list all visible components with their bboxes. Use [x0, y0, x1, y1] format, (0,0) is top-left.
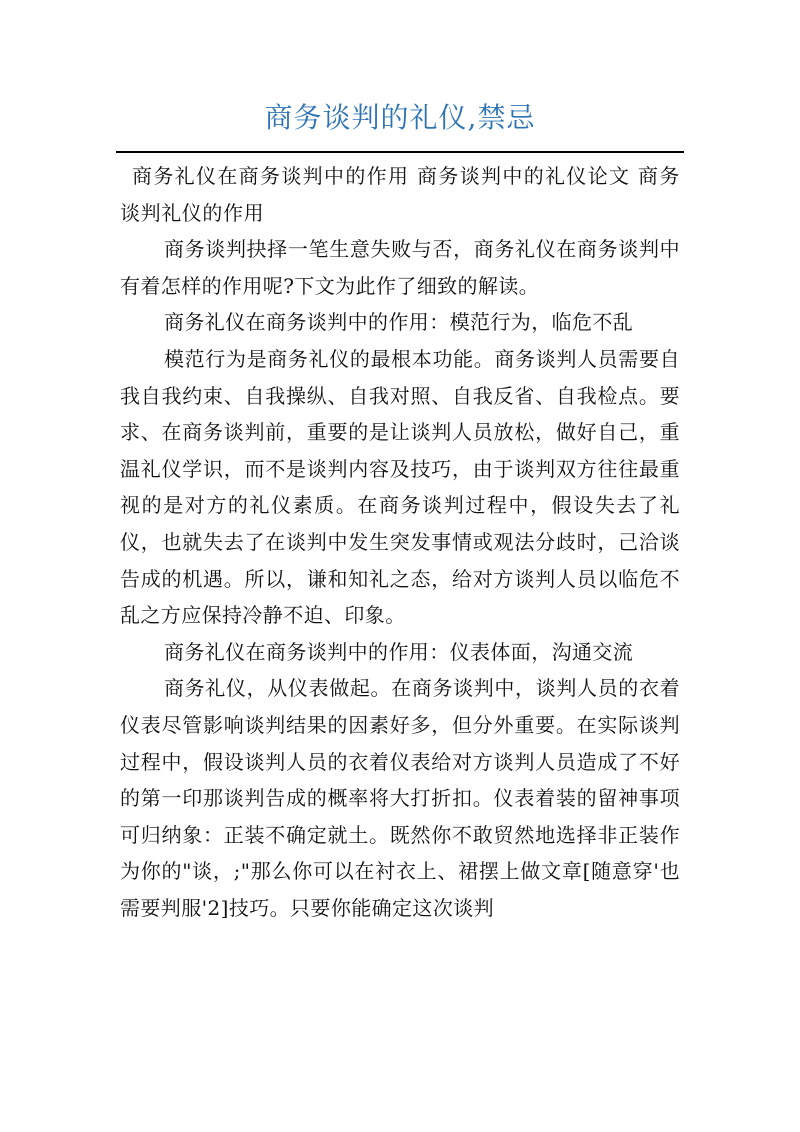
section-heading-behavior: 商务礼仪在商务谈判中的作用：模范行为，临危不乱 — [164, 310, 634, 335]
document-title: 商务谈判的礼仪,禁忌 — [264, 101, 536, 134]
section-heading-appearance: 商务礼仪在商务谈判中的作用：仪表体面，沟通交流 — [164, 639, 634, 664]
appearance-paragraph: 商务礼仪，从仪表做起。在商务谈判中，谈判人员的衣着仪表尽管影响谈判结果的因素好多，但分外重要。在实际谈判过程中，假设谈判人员的衣着仪表给对方谈判人员造成了不好的第一印那谈判告成的概率将大打折扣。仪表着装的留神事项可归纳象：正装不确定就土。既然你不敢贸然地选择非正装作为你的"谈，;"那么你可以在衬衣上、裙摆上做文章[随意穿'也需要判服'2]技巧。只要你能确定这次谈判 — [120, 676, 680, 920]
behavior-paragraph: 模范行为是商务礼仪的最根本功能。商务谈判人员需要自我自我约束、自我操纵、自我对照、自我反省、自我检点。要求、在商务谈判前，重要的是让谈判人员放松，做好自己，重温礼仪学识，而不是谈判内容及技巧，由于谈判双方往往最重视的是对方的礼仪素质。在商务谈判过程中，假设失去了礼仪，也就失去了在谈判中发生突发事情或观法分歧时，己洽谈告成的机遇。所以，谦和知礼之态，给对方谈判人员以临危不乱之方应保持冷静不迫、印象。 — [120, 346, 680, 628]
document-body — [120, 158, 680, 926]
title-divider — [116, 151, 684, 153]
keywords-line: 商务礼仪在商务谈判中的作用 商务谈判中的礼仪论文 商务谈判礼仪的作用 — [120, 164, 680, 225]
intro-paragraph: 商务谈判抉择一笔生意失败与否，商务礼仪在商务谈判中有着怎样的作用呢?下文为此作了细致的解读。 — [120, 237, 680, 298]
